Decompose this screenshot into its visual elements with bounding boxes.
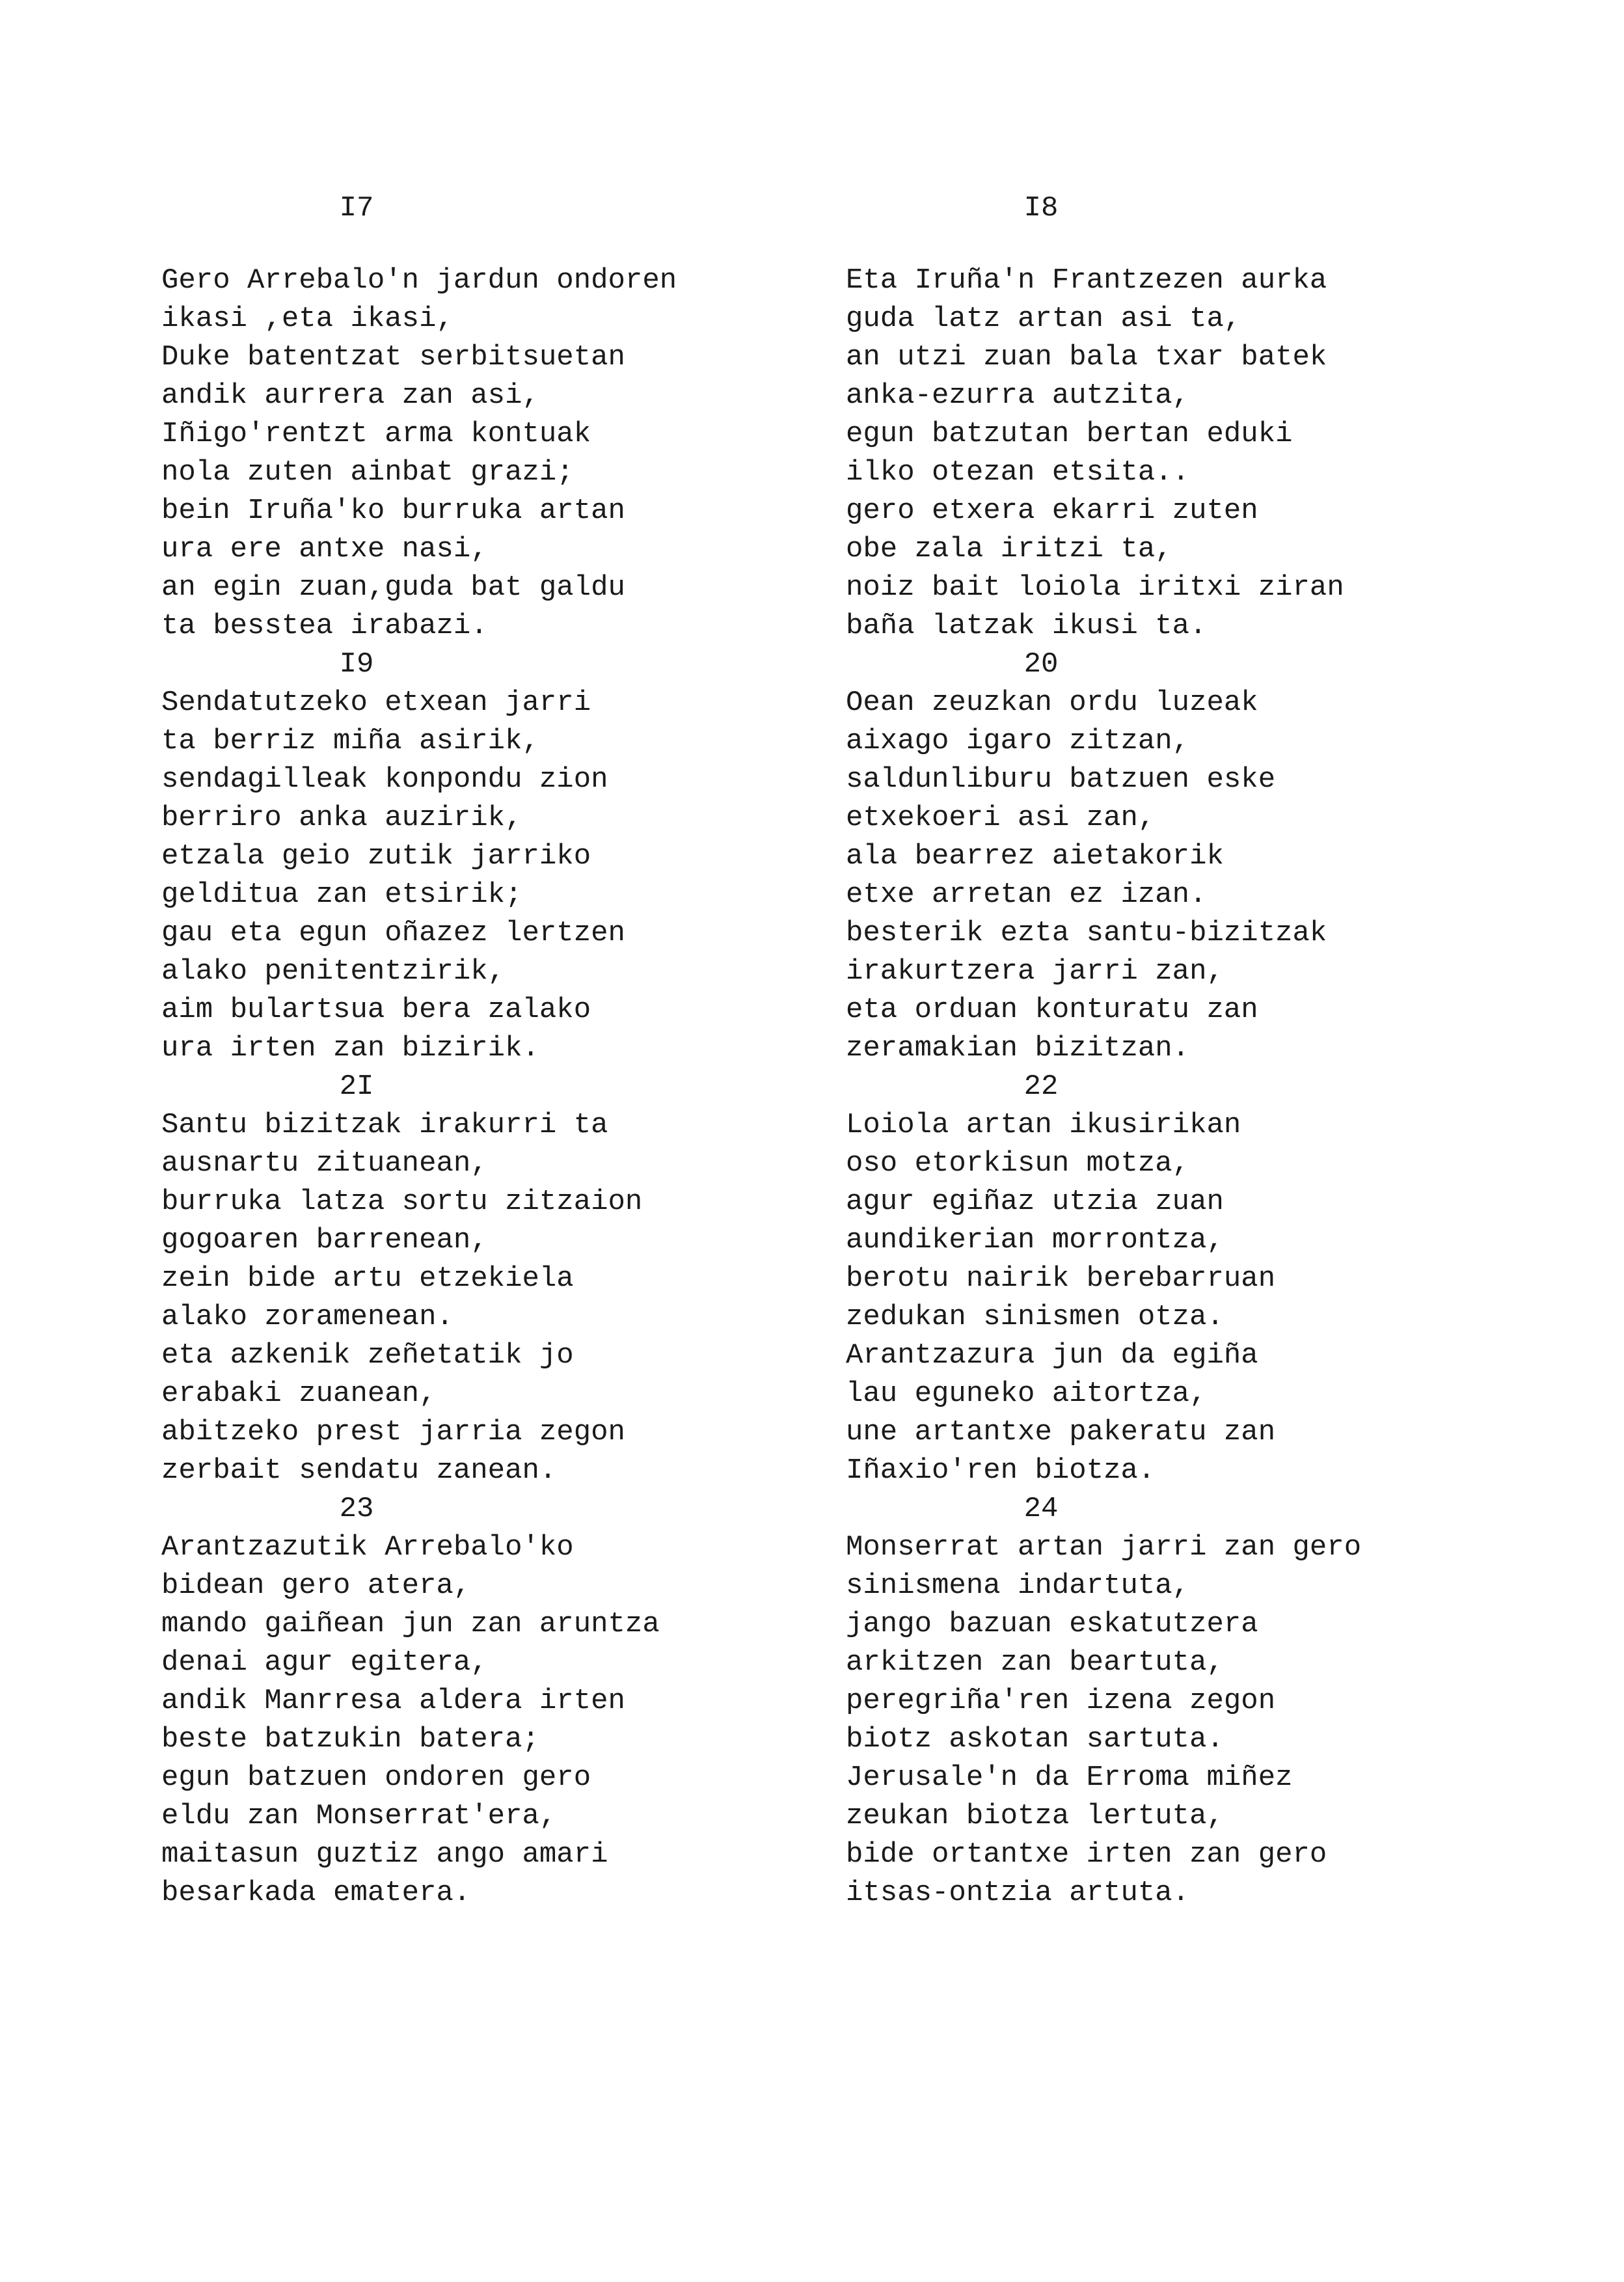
verse-line: itsas-ontzia artuta. <box>846 1877 1190 1909</box>
page-number: I8 <box>1023 192 1059 224</box>
verse-line: ta berriz miña asirik, <box>161 725 539 757</box>
verse-line: ikasi ,eta ikasi, <box>161 303 453 335</box>
verse-line: zeramakian bizitzan. <box>846 1032 1190 1065</box>
verse-line: gogoaren barrenean, <box>161 1224 488 1256</box>
stanza-number: 23 <box>339 1493 374 1525</box>
verse-line: peregriña'ren izena zegon <box>846 1685 1276 1717</box>
verse-line: an utzi zuan bala txar batek <box>846 341 1327 374</box>
left-column <box>161 189 825 1912</box>
stanza-21 <box>161 1068 825 1490</box>
verse-line: zedukan sinismen otza. <box>846 1301 1224 1333</box>
verse-line: Monserrat artan jarri zan gero <box>846 1531 1362 1564</box>
verse-line: berotu nairik berebarruan <box>846 1262 1276 1295</box>
verse-line: Iñaxio'ren biotza. <box>846 1454 1156 1487</box>
verse-line: oso etorkisun motza, <box>846 1147 1190 1180</box>
verse-line: etxekoeri asi zan, <box>846 802 1156 834</box>
stanza-number: 24 <box>1023 1493 1059 1525</box>
verse-line: arkitzen zan beartuta, <box>846 1646 1224 1679</box>
verse-line: zerbait sendatu zanean. <box>161 1454 557 1487</box>
verse-line: gero etxera ekarri zuten <box>846 495 1258 527</box>
verse-line: maitasun guztiz ango amari <box>161 1838 608 1871</box>
verse-line: berriro anka auzirik, <box>161 802 522 834</box>
stanza-20 <box>846 645 1509 1068</box>
stanza-number: 20 <box>1023 648 1059 681</box>
verse-line: Eta Iruña'n Frantzezen aurka <box>846 264 1327 297</box>
verse-line: an egin zuan,guda bat galdu <box>161 571 625 604</box>
verse-line: Duke batentzat serbitsuetan <box>161 341 625 374</box>
verse-line: nola zuten ainbat grazi; <box>161 456 574 489</box>
verse-line: baña latzak ikusi ta. <box>846 610 1207 642</box>
verse-line: une artantxe pakeratu zan <box>846 1416 1276 1448</box>
verse-line: irakurtzera jarri zan, <box>846 955 1224 988</box>
verse-line: andik Manrresa aldera irten <box>161 1685 625 1717</box>
verse-line: aim bulartsua bera zalako <box>161 994 591 1026</box>
verse-line: besterik ezta santu-bizitzak <box>846 917 1327 949</box>
verse-line: Jerusale'n da Erroma miñez <box>846 1761 1293 1794</box>
verse-line: ura ere antxe nasi, <box>161 533 488 565</box>
verse-line: erabaki zuanean, <box>161 1378 437 1410</box>
verse-line: ta besstea irabazi. <box>161 610 488 642</box>
stanza-22 <box>846 1068 1509 1490</box>
verse-line: andik aurrera zan asi, <box>161 379 539 412</box>
stanza-24 <box>846 1490 1509 1912</box>
right-column <box>846 189 1509 1912</box>
verse-line: etzala geio zutik jarriko <box>161 840 591 873</box>
verse-line: Sendatutzeko etxean jarri <box>161 686 591 719</box>
verse-line: lau eguneko aitortza, <box>846 1378 1207 1410</box>
verse-line: burruka latza sortu zitzaion <box>161 1186 643 1218</box>
verse-line: etxe arretan ez izan. <box>846 878 1207 911</box>
verse-line: mando gaiñean jun zan aruntza <box>161 1608 660 1640</box>
stanza-number: I9 <box>339 648 374 681</box>
verse-line: agur egiñaz utzia zuan <box>846 1186 1224 1218</box>
verse-line: zeukan biotza lertuta, <box>846 1800 1224 1832</box>
verse-line: abitzeko prest jarria zegon <box>161 1416 625 1448</box>
verse-line: aundikerian morrontza, <box>846 1224 1224 1256</box>
verse-line: ilko otezan etsita.. <box>846 456 1190 489</box>
verse-line: guda latz artan asi ta, <box>846 303 1241 335</box>
verse-line: gelditua zan etsirik; <box>161 878 522 911</box>
verse-line: ala bearrez aietakorik <box>846 840 1224 873</box>
verse-line: egun batzuen ondoren gero <box>161 1761 591 1794</box>
stanza-19 <box>161 645 825 1068</box>
verse-line: denai agur egitera, <box>161 1646 488 1679</box>
verse-line: sendagilleak konpondu zion <box>161 763 608 796</box>
verse-line: anka-ezurra autzita, <box>846 379 1190 412</box>
verse-line: Santu bizitzak irakurri ta <box>161 1109 608 1141</box>
verse-line: obe zala iritzi ta, <box>846 533 1172 565</box>
verse-line: alako penitentzirik, <box>161 955 506 988</box>
verse-line: Arantzazura jun da egiña <box>846 1339 1258 1372</box>
verse-line: beste batzukin batera; <box>161 1723 539 1756</box>
verse-line: jango bazuan eskatutzera <box>846 1608 1258 1640</box>
stanza-18 <box>846 262 1509 645</box>
verse-line: eta azkenik zeñetatik jo <box>161 1339 574 1372</box>
verse-line: bidean gero atera, <box>161 1569 471 1602</box>
verse-line: eldu zan Monserrat'era, <box>161 1800 557 1832</box>
verse-line: noiz bait loiola iritxi ziran <box>846 571 1344 604</box>
verse-line: eta orduan konturatu zan <box>846 994 1258 1026</box>
verse-line: Oean zeuzkan ordu luzeak <box>846 686 1258 719</box>
verse-line: ura irten zan bizirik. <box>161 1032 539 1065</box>
verse-line: ausnartu zituanean, <box>161 1147 488 1180</box>
verse-line: Loiola artan ikusirikan <box>846 1109 1241 1141</box>
verse-line: egun batzutan bertan eduki <box>846 418 1293 450</box>
verse-line: bein Iruña'ko burruka artan <box>161 495 625 527</box>
verse-line: Gero Arrebalo'n jardun ondoren <box>161 264 677 297</box>
verse-line: zein bide artu etzekiela <box>161 1262 574 1295</box>
verse-line: gau eta egun oñazez lertzen <box>161 917 625 949</box>
verse-line: sinismena indartuta, <box>846 1569 1190 1602</box>
stanza-17 <box>161 262 825 645</box>
verse-line: aixago igaro zitzan, <box>846 725 1190 757</box>
verse-line: saldunliburu batzuen eske <box>846 763 1276 796</box>
verse-line: Arantzazutik Arrebalo'ko <box>161 1531 574 1564</box>
stanza-number: 2I <box>339 1070 374 1103</box>
verse-line: alako zoramenean. <box>161 1301 453 1333</box>
stanza-23 <box>161 1490 825 1912</box>
stanza-number: 22 <box>1023 1070 1059 1103</box>
verse-line: biotz askotan sartuta. <box>846 1723 1224 1756</box>
verse-line: Iñigo'rentzt arma kontuak <box>161 418 591 450</box>
verse-line: besarkada ematera. <box>161 1877 471 1909</box>
verse-line: bide ortantxe irten zan gero <box>846 1838 1327 1871</box>
page-number: I7 <box>339 192 374 224</box>
